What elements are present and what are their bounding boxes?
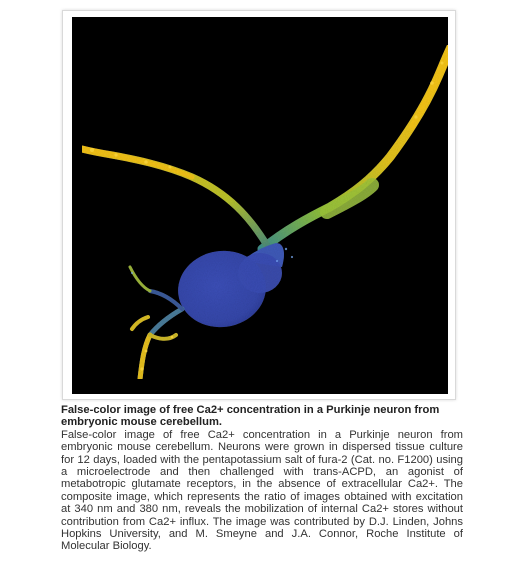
figure-frame [62, 10, 456, 400]
neuron-image [72, 17, 448, 394]
caption-body: False-color image of free Ca2+ concentration in a Purkinje neuron from embryonic mouse cerebellum. Neurons were grown in dispersed tissue culture for 12 days, loaded with the pentapotassium salt of fura-2 (Cat. no. F1200) using a microelectrode and then challenged with trans-ACPD, an agonist of metabotropic glutamate receptors, in the absence of extracellular Ca2+. The composite image, which represents the ratio of images obtained with excitation at 340 nm and 380 nm, reveals the mobilization of internal Ca2+ stores without contribution from Ca2+ influx. The image was contributed by D.J. Linden, Johns Hopkins University, and M. Smeyne and J.A. Connor, Roche Institute of Molecular Biology. [61, 428, 463, 553]
left-dendrite [82, 149, 268, 247]
caption-title: False-color image of free Ca2+ concentration in a Purkinje neuron from embryonic mouse cerebellum. [61, 404, 440, 429]
neuron-micrograph [72, 17, 448, 394]
figure-caption [61, 404, 463, 553]
upper-dendrite [262, 45, 448, 249]
